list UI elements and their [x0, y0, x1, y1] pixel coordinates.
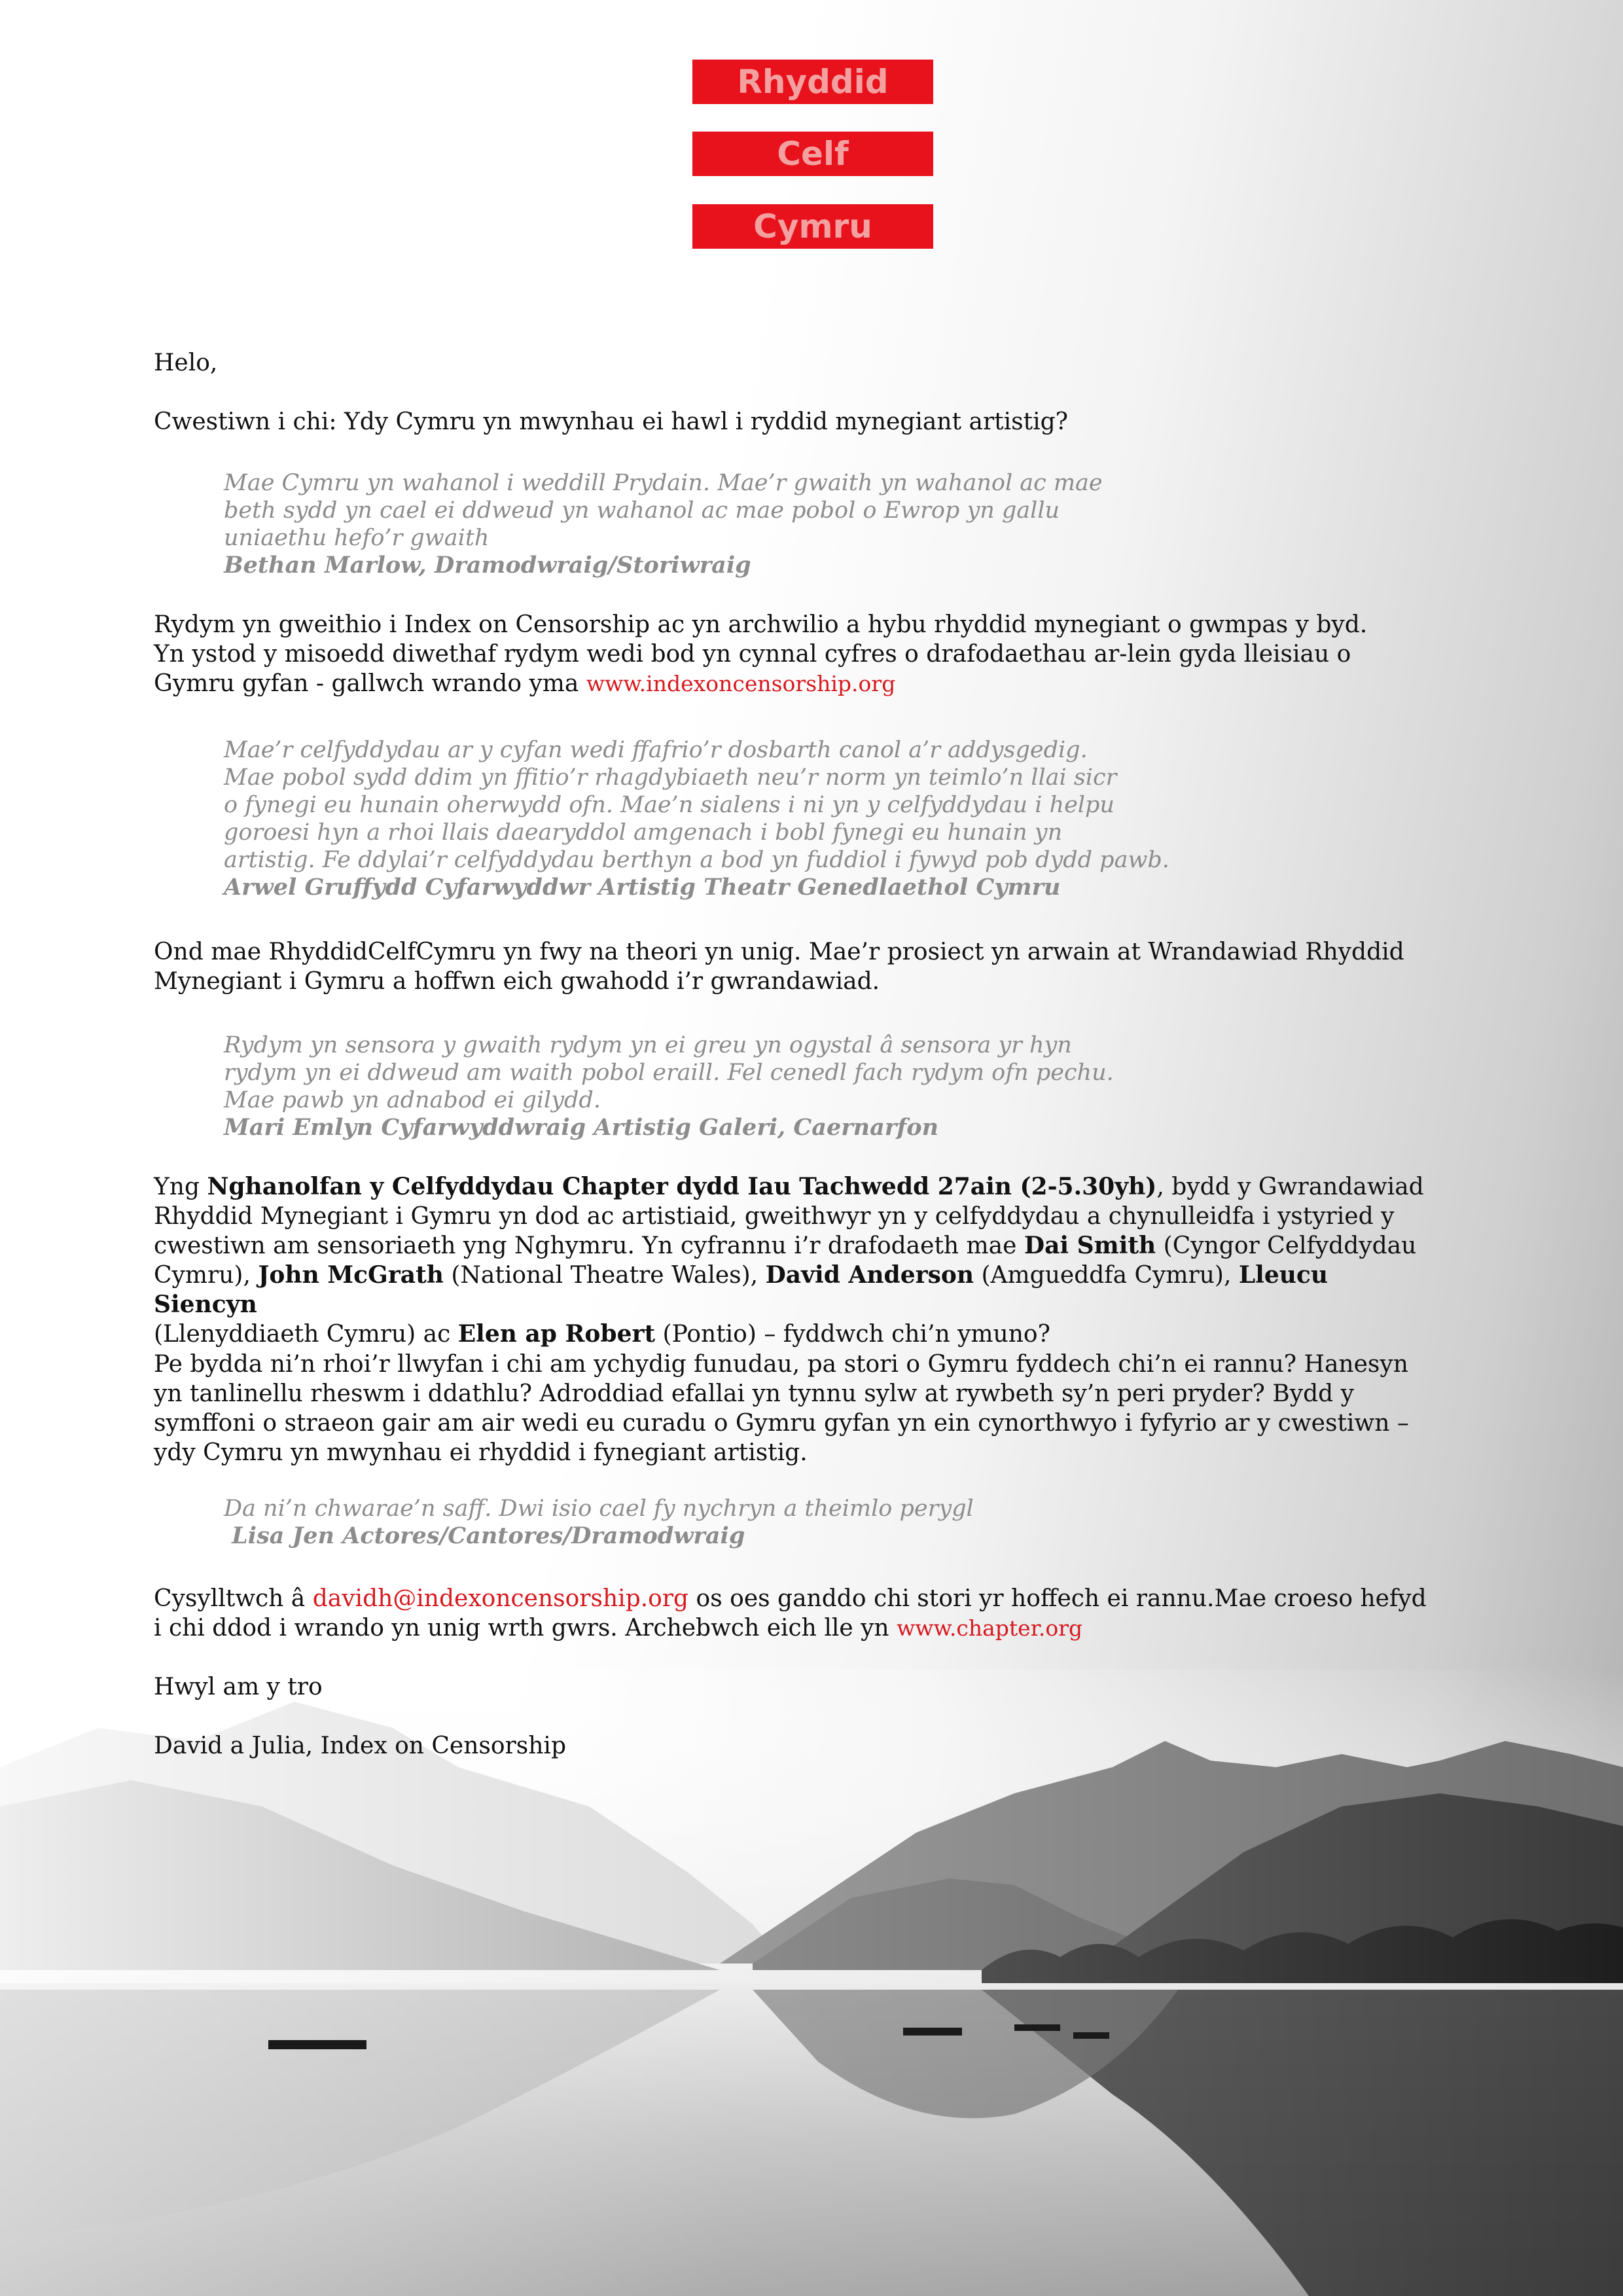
- quote-lisa: [224, 1495, 1205, 1550]
- index-link[interactable]: www.indexoncensorship.org: [586, 671, 896, 696]
- quote-line: goroesi hyn a rhoi llais daearyddol amgenach i bobl fynegi eu hunain yn: [224, 819, 1063, 846]
- paragraph-project: [154, 937, 1436, 996]
- signature: David a Julia, Index on Censorship: [154, 1732, 566, 1759]
- text-line: Cysylltwch â davidh@indexoncensorship.org os oes ganddo chi stori yr hoffech ei rannu.Mae croeso hefyd: [154, 1585, 1427, 1612]
- greeting: Helo,: [154, 350, 218, 376]
- paragraph-stories: [154, 1350, 1436, 1467]
- quote-line: Mae pobol sydd ddim yn ffitio’r rhagdybiaeth neu’r norm yn teimlo’n llai sicr: [224, 764, 1117, 791]
- quote-line: uniaethu hefo’r gwaith: [224, 525, 490, 551]
- quote-author: Bethan Marlow, Dramodwraig/Storiwraig: [224, 552, 751, 579]
- quote-line: artistig. Fe ddylai’r celfyddydau berthyn a bod yn fuddiol i fywyd pob dydd pawb.: [224, 847, 1169, 873]
- boat-far-right: [1073, 2032, 1109, 2039]
- text-line: cwestiwn am sensoriaeth yng Nghymru. Yn cyfrannu i’r drafodaeth mae Dai Smith (Cyngor Celfyddydau: [154, 1232, 1417, 1259]
- quote-author: Lisa Jen Actores/Cantores/Dramodwraig: [224, 1522, 745, 1549]
- question: Cwestiwn i chi: Ydy Cymru yn mwynhau ei hawl i ryddid mynegiant artistig?: [154, 408, 1068, 435]
- quote-line: o fynegi eu hunain oherwydd ofn. Mae’n sialens i ni yn y celfyddydau i helpu: [224, 792, 1115, 818]
- text-line: Gymru gyfan - gallwch wrando yma www.indexoncensorship.org: [154, 670, 896, 697]
- speaker-name: Dai Smith: [1024, 1232, 1156, 1259]
- speaker-name: Elen ap Robert: [457, 1320, 656, 1348]
- text-line: Rydym yn gweithio i Index on Censorship ac yn archwilio a hybu rhyddid mynegiant o gwmpas y byd.: [154, 611, 1368, 638]
- speaker-name: John McGrath: [258, 1261, 444, 1289]
- quote-line: Rydym yn sensora y gwaith rydym yn ei greu yn ogystal â sensora yr hyn: [224, 1032, 1072, 1058]
- event-venue-date: Nghanolfan y Celfyddydau Chapter dydd Iau Tachwedd 27ain (2-5.30yh): [207, 1173, 1157, 1200]
- text-line: yn tanlinellu rheswm i ddathlu? Adroddiad efallai yn tynnu sylw at rywbeth sy’n peri pryder? Bydd y: [154, 1380, 1354, 1407]
- quote-line: Mae Cymru yn wahanol i weddill Prydain. Mae’r gwaith yn wahanol ac mae: [224, 470, 1103, 496]
- closing: Hwyl am y tro: [154, 1674, 323, 1700]
- text-line: (Llenyddiaeth Cymru) ac Elen ap Robert (Pontio) – fyddwch chi’n ymuno?: [154, 1320, 1050, 1348]
- quote-line: rydym yn ei ddweud am waith pobol eraill. Fel cenedl fach rydym ofn pechu.: [224, 1060, 1114, 1086]
- speaker-name: David Anderson: [765, 1261, 974, 1289]
- chapter-link[interactable]: www.chapter.org: [897, 1615, 1083, 1641]
- text-line: Pe bydda ni’n rhoi’r llwyfan i chi am ychydig funudau, pa stori o Gymru fyddech chi’n ei rannu? Hanesyn: [154, 1351, 1408, 1378]
- paragraph-index: [154, 610, 1436, 698]
- quote-line: beth sydd yn cael ei ddweud yn wahanol ac mae pobol o Ewrop yn gallu: [224, 497, 1060, 524]
- text-line: Cymru), John McGrath (National Theatre Wales), David Anderson (Amgueddfa Cymru), Lleucu Siencyn: [154, 1261, 1329, 1318]
- quote-arwel: [224, 736, 1205, 901]
- text-line: Mynegiant i Gymru a hoffwn eich gwahodd i’r gwrandawiad.: [154, 968, 880, 995]
- quote-line: Mae pawb yn adnabod ei gilydd.: [224, 1087, 601, 1113]
- quote-author: Mari Emlyn Cyfarwyddwraig Artistig Galeri, Caernarfon: [224, 1114, 939, 1141]
- logo-rhyddid: Rhyddid: [692, 60, 933, 104]
- boat-left: [268, 2040, 366, 2049]
- paragraph-event: [154, 1172, 1436, 1349]
- boat-right: [1014, 2024, 1060, 2031]
- logo-cymru: Cymru: [692, 204, 933, 249]
- quote-line: Mae’r celfyddydau ar y cyfan wedi ffafrio’r dosbarth canol a’r addysgedig.: [224, 737, 1088, 763]
- text-line: Yn ystod y misoedd diwethaf rydym wedi bod yn cynnal cyfres o drafodaethau ar-lein gyda lleisiau o: [154, 641, 1351, 668]
- text-line: Ond mae RhyddidCelfCymru yn fwy na theori yn unig. Mae’r prosiect yn arwain at Wrandawiad Rhyddid: [154, 939, 1404, 965]
- text-line: symffoni o straeon gair am air wedi eu curadu o Gymru gyfan yn ein cynorthwyo i fyfyrio ar y cwestiwn –: [154, 1410, 1409, 1437]
- paragraph-contact: [154, 1584, 1436, 1643]
- text-line: Yng Nghanolfan y Celfyddydau Chapter dydd Iau Tachwedd 27ain (2-5.30yh), bydd y Gwrandawiad: [154, 1173, 1424, 1200]
- quote-author: Arwel Gruffydd Cyfarwyddwr Artistig Theatr Genedlaethol Cymru: [224, 874, 1061, 901]
- text-line: i chi ddod i wrando yn unig wrth gwrs. Archebwch eich lle yn www.chapter.org: [154, 1615, 1083, 1641]
- logo-celf: Celf: [692, 132, 933, 176]
- speaker-name: Lleucu Siencyn: [154, 1261, 1329, 1318]
- quote-line: Da ni’n chwarae’n saff. Dwi isio cael fy nychryn a theimlo perygl: [224, 1496, 974, 1522]
- text-line: ydy Cymru yn mwynhau ei rhyddid i fynegiant artistig.: [154, 1439, 808, 1466]
- quote-bethan: [224, 469, 1205, 579]
- text-line: Rhyddid Mynegiant i Gymru yn dod ac artistiaid, gweithwyr yn y celfyddydau a chynulleidfa i ystyried y: [154, 1203, 1395, 1230]
- quote-mari: [224, 1031, 1205, 1141]
- boat-center: [903, 2028, 962, 2036]
- email-link[interactable]: davidh@indexoncensorship.org: [312, 1585, 689, 1612]
